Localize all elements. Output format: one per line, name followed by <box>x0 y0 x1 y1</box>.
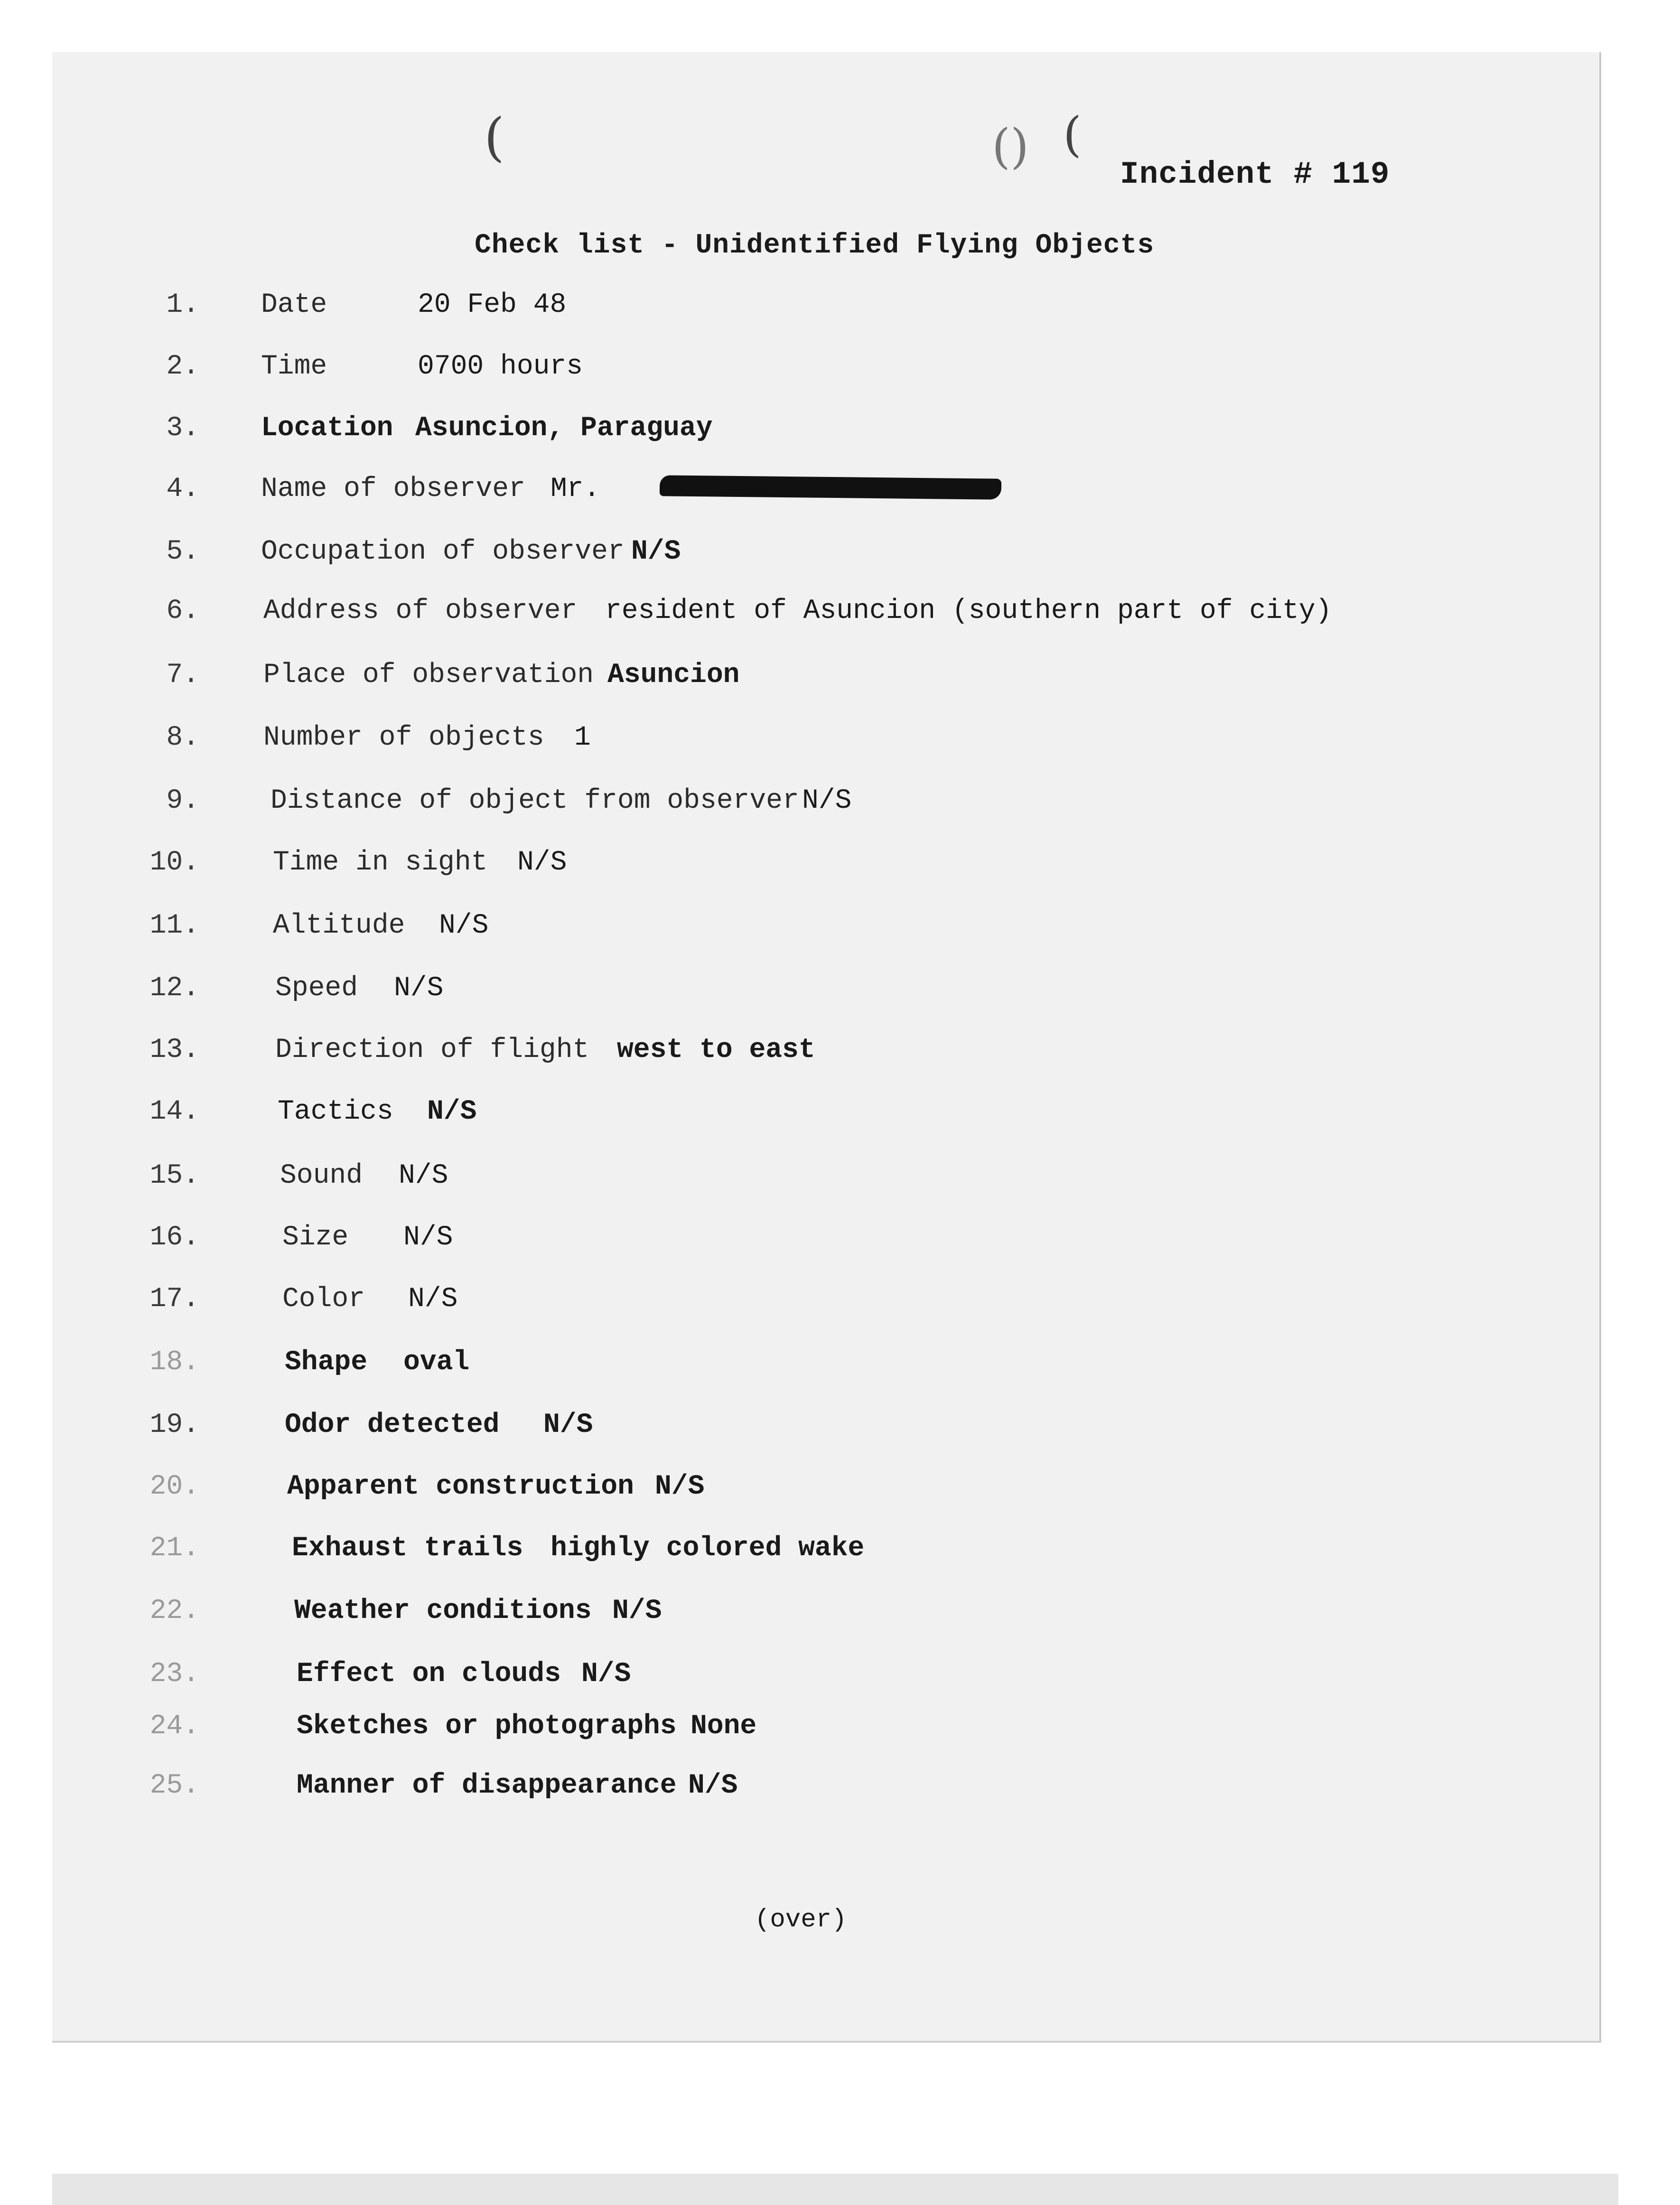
item-number: 17. <box>149 1284 199 1315</box>
item-value: Mr. <box>551 474 600 505</box>
item-number: 12. <box>149 973 199 1004</box>
item-value: oval <box>403 1347 470 1378</box>
item-label: Time <box>261 351 327 382</box>
item-value: N/S <box>408 1284 458 1315</box>
item-label: Location <box>261 413 393 444</box>
item-value: N/S <box>399 1160 448 1191</box>
item-label: Odor detected <box>285 1410 500 1440</box>
item-label: Manner of disappearance <box>297 1770 677 1801</box>
item-number: 8. <box>166 722 199 753</box>
item-value: Asuncion, Paraguay <box>415 413 713 444</box>
item-number: 25. <box>149 1770 199 1801</box>
item-value: N/S <box>612 1596 662 1626</box>
item-value: highly colored wake <box>551 1533 865 1564</box>
item-value: N/S <box>802 785 852 816</box>
pencil-mark-left: ( <box>484 107 504 168</box>
item-value: N/S <box>403 1222 453 1253</box>
item-label: Time in sight <box>273 847 488 878</box>
item-number: 23. <box>149 1659 199 1690</box>
item-label: Exhaust trails <box>292 1533 523 1564</box>
item-label: Number of objects <box>263 722 544 753</box>
item-label: Sound <box>280 1160 363 1191</box>
item-value: 0700 hours <box>418 351 583 382</box>
item-label: Tactics <box>278 1096 393 1127</box>
item-number: 7. <box>166 660 199 691</box>
item-label: Occupation of observer <box>261 536 625 567</box>
item-value: resident of Asuncion (southern part of city) <box>605 596 1332 626</box>
item-value: N/S <box>631 536 681 567</box>
item-value: N/S <box>427 1096 477 1127</box>
item-number: 3. <box>166 413 199 444</box>
item-label: Sketches or photographs <box>297 1711 677 1742</box>
scan-bottom-edge <box>52 2174 1618 2205</box>
item-number: 15. <box>149 1160 199 1191</box>
item-number: 1. <box>166 290 199 320</box>
item-value: N/S <box>517 847 567 878</box>
redaction-bar <box>660 475 1001 500</box>
item-label: Apparent construction <box>287 1471 634 1502</box>
item-value: 1 <box>574 722 591 753</box>
item-number: 14. <box>149 1096 199 1127</box>
item-number: 20. <box>149 1471 199 1502</box>
item-number: 4. <box>166 474 199 505</box>
item-label: Shape <box>285 1347 368 1378</box>
item-number: 18. <box>149 1347 199 1378</box>
item-label: Effect on clouds <box>297 1659 561 1690</box>
item-label: Address of observer <box>263 596 578 626</box>
item-number: 11. <box>149 910 199 941</box>
item-number: 24. <box>149 1711 199 1742</box>
item-value: N/S <box>581 1659 631 1690</box>
item-number: 22. <box>149 1596 199 1626</box>
item-label: Speed <box>275 973 358 1004</box>
item-label: Altitude <box>273 910 405 941</box>
item-value: N/S <box>543 1410 593 1440</box>
item-label: Place of observation <box>263 660 594 691</box>
item-value: None <box>691 1711 757 1742</box>
item-value: N/S <box>688 1770 738 1801</box>
item-number: 13. <box>149 1035 199 1065</box>
incident-number: Incident # 119 <box>1120 157 1390 192</box>
item-label: Direction of flight <box>275 1035 589 1065</box>
item-number: 10. <box>149 847 199 878</box>
item-number: 21. <box>149 1533 199 1564</box>
item-value: N/S <box>439 910 489 941</box>
item-label: Size <box>282 1222 349 1253</box>
over-note: (over) <box>755 1906 847 1934</box>
pencil-mark-center: () <box>992 119 1029 174</box>
item-label: Weather conditions <box>294 1596 592 1626</box>
item-value: west to east <box>617 1035 815 1065</box>
item-value: N/S <box>655 1471 705 1502</box>
item-label: Name of observer <box>261 474 525 505</box>
item-label: Date <box>261 290 327 320</box>
pencil-mark-right: ( <box>1063 107 1082 162</box>
item-number: 19. <box>149 1410 199 1440</box>
item-number: 2. <box>166 351 199 382</box>
item-value: N/S <box>394 973 444 1004</box>
page-title: Check list - Unidentified Flying Objects <box>475 230 1155 261</box>
item-value: Asuncion <box>607 660 740 691</box>
item-number: 16. <box>149 1222 199 1253</box>
item-number: 6. <box>166 596 199 626</box>
item-label: Distance of object from observer <box>271 785 799 816</box>
item-number: 5. <box>166 536 199 567</box>
item-value: 20 Feb 48 <box>418 290 567 320</box>
item-label: Color <box>282 1284 365 1315</box>
item-number: 9. <box>166 785 199 816</box>
